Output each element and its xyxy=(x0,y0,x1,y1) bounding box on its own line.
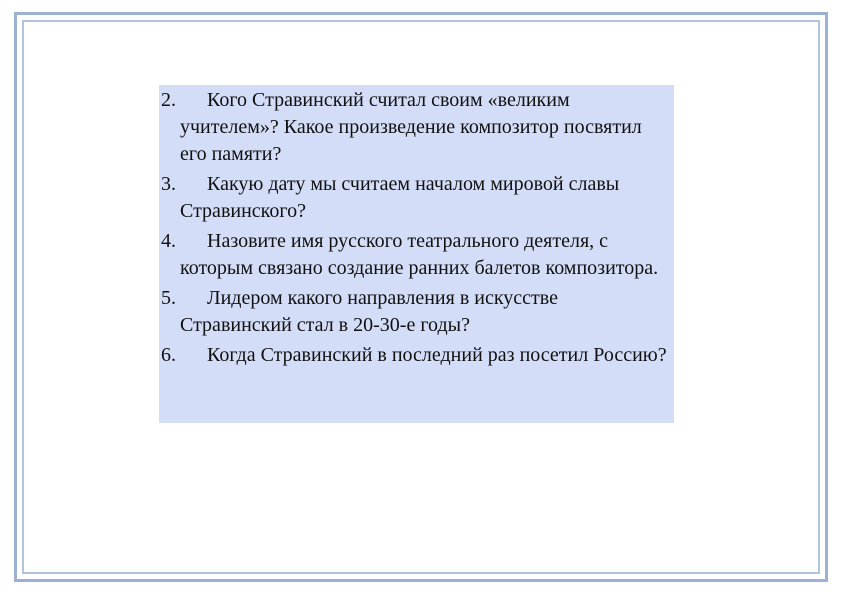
question-item xyxy=(161,228,668,282)
question-item xyxy=(161,171,668,225)
questions-list xyxy=(161,87,668,369)
question-text: Какую дату мы считаем началом мировой славы Стравинского? xyxy=(180,173,620,222)
question-number: 4. xyxy=(161,230,176,252)
question-number: 5. xyxy=(161,287,176,309)
question-text: Назовите имя русского театрального деятеля, с которым связано создание ранних балетов композитора. xyxy=(180,230,659,279)
question-item xyxy=(161,342,668,369)
question-text: Лидером какого направления в искусстве Стравинский стал в 20-30-е годы? xyxy=(180,287,558,336)
question-text: Кого Стравинский считал своим «великим учителем»? Какое произведение композитор посвятил его памяти? xyxy=(180,89,642,165)
question-number: 3. xyxy=(161,173,176,195)
question-item xyxy=(161,87,668,168)
questions-box xyxy=(159,85,674,423)
question-number: 6. xyxy=(161,344,176,366)
question-item xyxy=(161,285,668,339)
question-text: Когда Стравинский в последний раз посетил Россию? xyxy=(207,344,667,366)
question-number: 2. xyxy=(161,89,176,111)
